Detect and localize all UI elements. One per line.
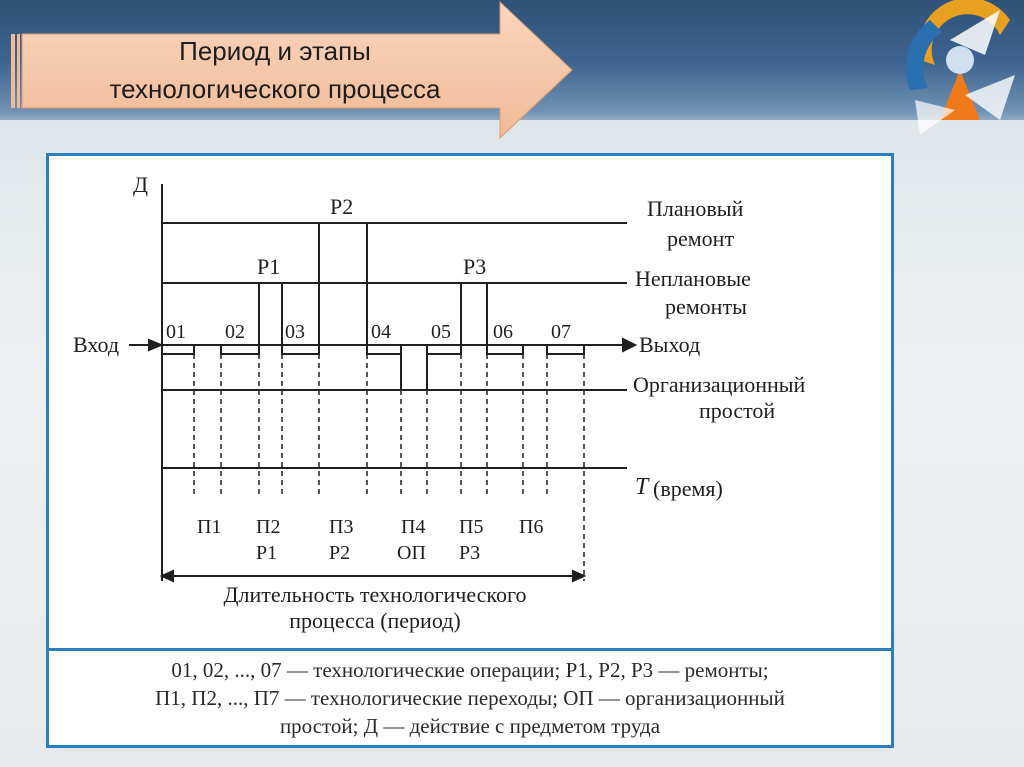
- transition-label-4: П4: [401, 516, 426, 538]
- output-label: Выход: [639, 332, 701, 357]
- operation-label-05: 05: [431, 321, 451, 343]
- repair-label-p2: Р2: [330, 194, 354, 219]
- transition-label-3: П3: [329, 516, 354, 538]
- operation-label-06: 06: [493, 321, 513, 343]
- transition-label-2: П2: [256, 516, 281, 538]
- decorative-logo-icon: [890, 0, 1024, 140]
- unplanned-repair-label-1: Неплановые: [635, 266, 751, 291]
- transition-sub-label-3: Р2: [329, 542, 351, 564]
- operation-label-01: 01: [166, 321, 186, 343]
- repair-p3-pulse: [461, 283, 487, 354]
- duration-label-2: процесса (период): [289, 608, 461, 633]
- transition-label-5: П5: [459, 516, 484, 538]
- input-label: Вход: [73, 332, 120, 357]
- repair-label-p1: Р1: [257, 254, 281, 279]
- slide-title: [40, 32, 510, 108]
- title-line-1: Период и этапы: [179, 36, 371, 66]
- operation-label-02: 02: [225, 321, 245, 343]
- x-axis-label: T: [635, 474, 649, 500]
- process-diagram: [49, 156, 891, 648]
- transition-label-1: П1: [197, 516, 222, 538]
- y-axis-label: Д: [133, 172, 149, 197]
- operation-bars: [162, 345, 584, 354]
- title-line-2: технологического процесса: [109, 74, 441, 104]
- diagram-frame: [46, 153, 894, 748]
- transition-sub-label-4: ОП: [397, 542, 426, 564]
- transition-sub-label-2: Р1: [256, 542, 278, 564]
- operation-label-04: 04: [371, 321, 391, 343]
- idle-block: [401, 354, 427, 390]
- planned-repair-label-2: ремонт: [667, 226, 735, 251]
- transition-sub-label-5: Р3: [459, 542, 481, 564]
- operation-label-03: 03: [285, 321, 305, 343]
- idle-label-1: Организационный: [633, 372, 806, 397]
- idle-label-2: простой: [699, 398, 776, 423]
- caption-line-1: 01, 02, ..., 07 — технологические операции; Р1, Р2, Р3 — ремонты;: [171, 658, 769, 682]
- caption-line-3: простой; Д — действие с предметом труда: [279, 714, 661, 738]
- x-axis-label-suffix: (время): [653, 476, 723, 501]
- operation-label-07: 07: [551, 321, 571, 343]
- figure-caption: [49, 656, 891, 740]
- caption-divider: [49, 648, 891, 651]
- caption-line-2: П1, П2, ..., П7 — технологические переходы; ОП — организационный: [155, 686, 785, 710]
- unplanned-repair-label-2: ремонты: [665, 294, 747, 319]
- repair-p2-pulse: [319, 223, 367, 354]
- repair-label-p3: Р3: [463, 254, 487, 279]
- repair-p1-pulse: [259, 283, 282, 354]
- duration-label-1: Длительность технологического: [223, 582, 527, 607]
- planned-repair-label-1: Плановый: [647, 196, 744, 221]
- transition-label-6: П6: [519, 516, 544, 538]
